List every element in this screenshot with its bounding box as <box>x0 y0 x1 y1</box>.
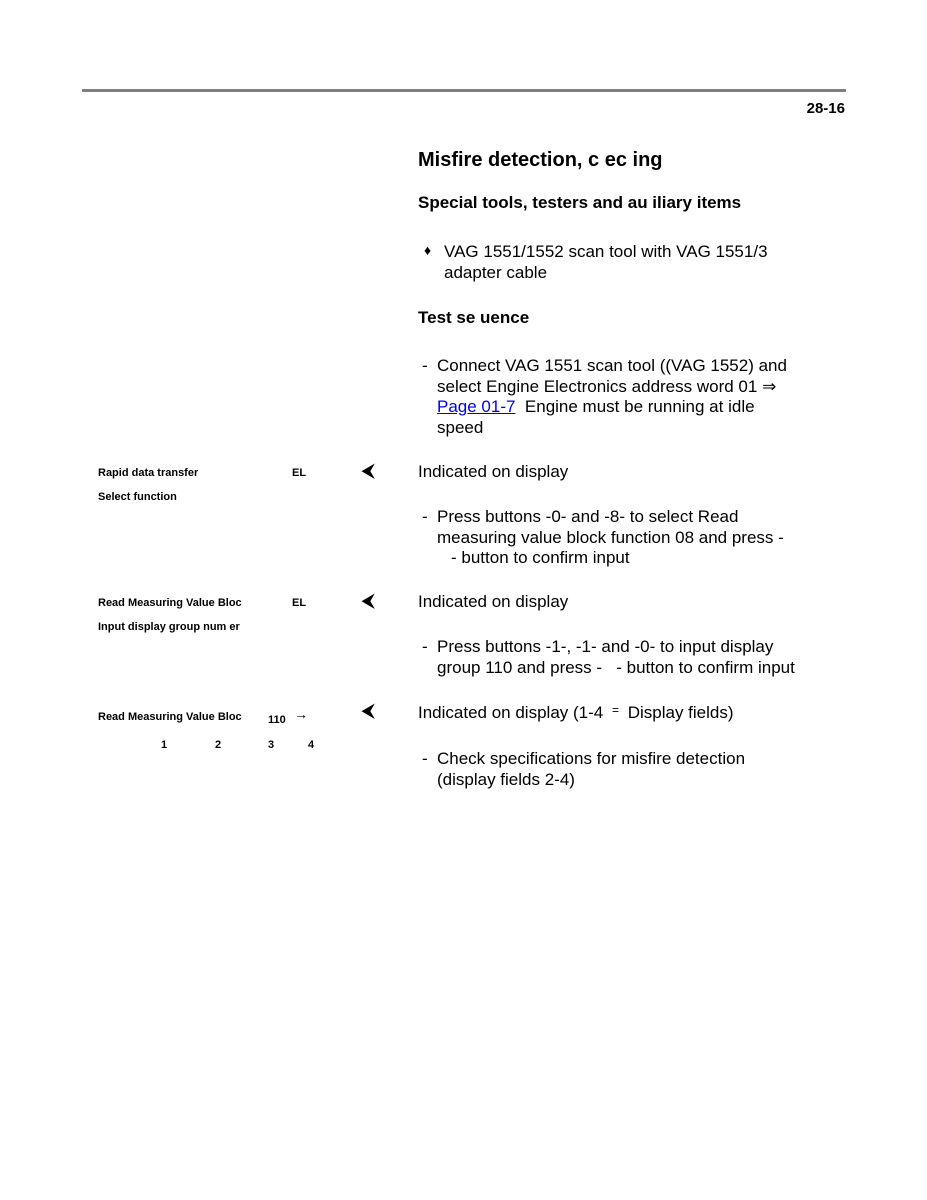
tool-item-line1: VAG 1551/1552 scan tool with VAG 1551/3 <box>444 242 768 261</box>
display-field-3: 3 <box>268 739 275 751</box>
step1-line2-text: select Engine Electronics address word 01 <box>437 376 758 396</box>
step2-line1: Press buttons -0- and -8- to select Read <box>437 507 739 526</box>
bullet-icon: ♦ <box>424 242 432 258</box>
step2-line3: - button to confirm input <box>451 548 630 567</box>
tool-item <box>444 242 768 283</box>
display3-line1-left: Read Measuring Value Bloc <box>98 711 242 723</box>
display3-caption-a: Indicated on display (1-4 <box>418 703 604 722</box>
display1-caption: Indicated on display <box>418 462 569 481</box>
step3-text <box>437 637 857 678</box>
page-link[interactable]: Page 01-7 <box>437 397 516 416</box>
arrowhead-icon: ⮜ <box>362 591 375 610</box>
display1-line1-right: EL <box>292 467 307 479</box>
page-title: Misfire detection, c ec ing <box>418 149 663 171</box>
step3-line1: Press buttons -1-, -1- and -0- to input display <box>437 637 774 656</box>
display1-line2-left: Select function <box>98 491 177 503</box>
arrowhead-icon: ⮜ <box>362 461 375 480</box>
step1-line1: Connect VAG 1551 scan tool ((VAG 1552) and <box>437 356 787 375</box>
step2-line2: measuring value block function 08 and press - <box>437 527 784 547</box>
arrowhead-icon: ⮜ <box>362 701 375 720</box>
display2-line2-left: Input display group num er <box>98 621 240 633</box>
display3-caption-b: Display fields) <box>627 703 734 722</box>
step3-dash: - <box>422 637 428 656</box>
step2-text <box>437 507 837 569</box>
display3-group: 110 <box>268 714 286 726</box>
display-field-4: 4 <box>308 739 315 751</box>
tools-heading: Special tools, testers and au iliary items <box>418 193 742 212</box>
step1-dash: - <box>422 356 428 375</box>
header-rule <box>82 89 846 92</box>
step3-line2: group 110 and press - - button to confirm input <box>437 657 795 677</box>
step4-dash: - <box>422 749 428 768</box>
display3-caption <box>418 703 734 725</box>
step1-text <box>437 356 837 438</box>
step1-line3-rest: Engine must be running at idle <box>515 397 755 416</box>
step4-line1: Check specifications for misfire detection <box>437 749 746 768</box>
step1-line2 <box>437 377 837 398</box>
display1-line1-left: Rapid data transfer <box>98 467 199 479</box>
equals-icon: = <box>611 703 619 717</box>
display2-line1-left: Read Measuring Value Bloc <box>98 597 242 609</box>
sequence-heading: Test se uence <box>418 308 530 327</box>
step1-line3 <box>437 397 837 418</box>
step2-dash: - <box>422 507 428 526</box>
step4-line2: (display fields 2-4) <box>437 769 575 789</box>
right-arrow-icon: ⇒ <box>762 376 777 396</box>
display-field-2: 2 <box>215 739 222 751</box>
right-arrow-icon: → <box>294 706 308 722</box>
tool-item-line2: adapter cable <box>444 262 548 282</box>
display-field-1: 1 <box>161 739 168 751</box>
step4-text <box>437 749 837 790</box>
display2-line1-right: EL <box>292 597 307 609</box>
page-number: 28-16 <box>806 100 845 117</box>
step1-line4: speed <box>437 417 484 437</box>
display2-caption: Indicated on display <box>418 592 569 611</box>
